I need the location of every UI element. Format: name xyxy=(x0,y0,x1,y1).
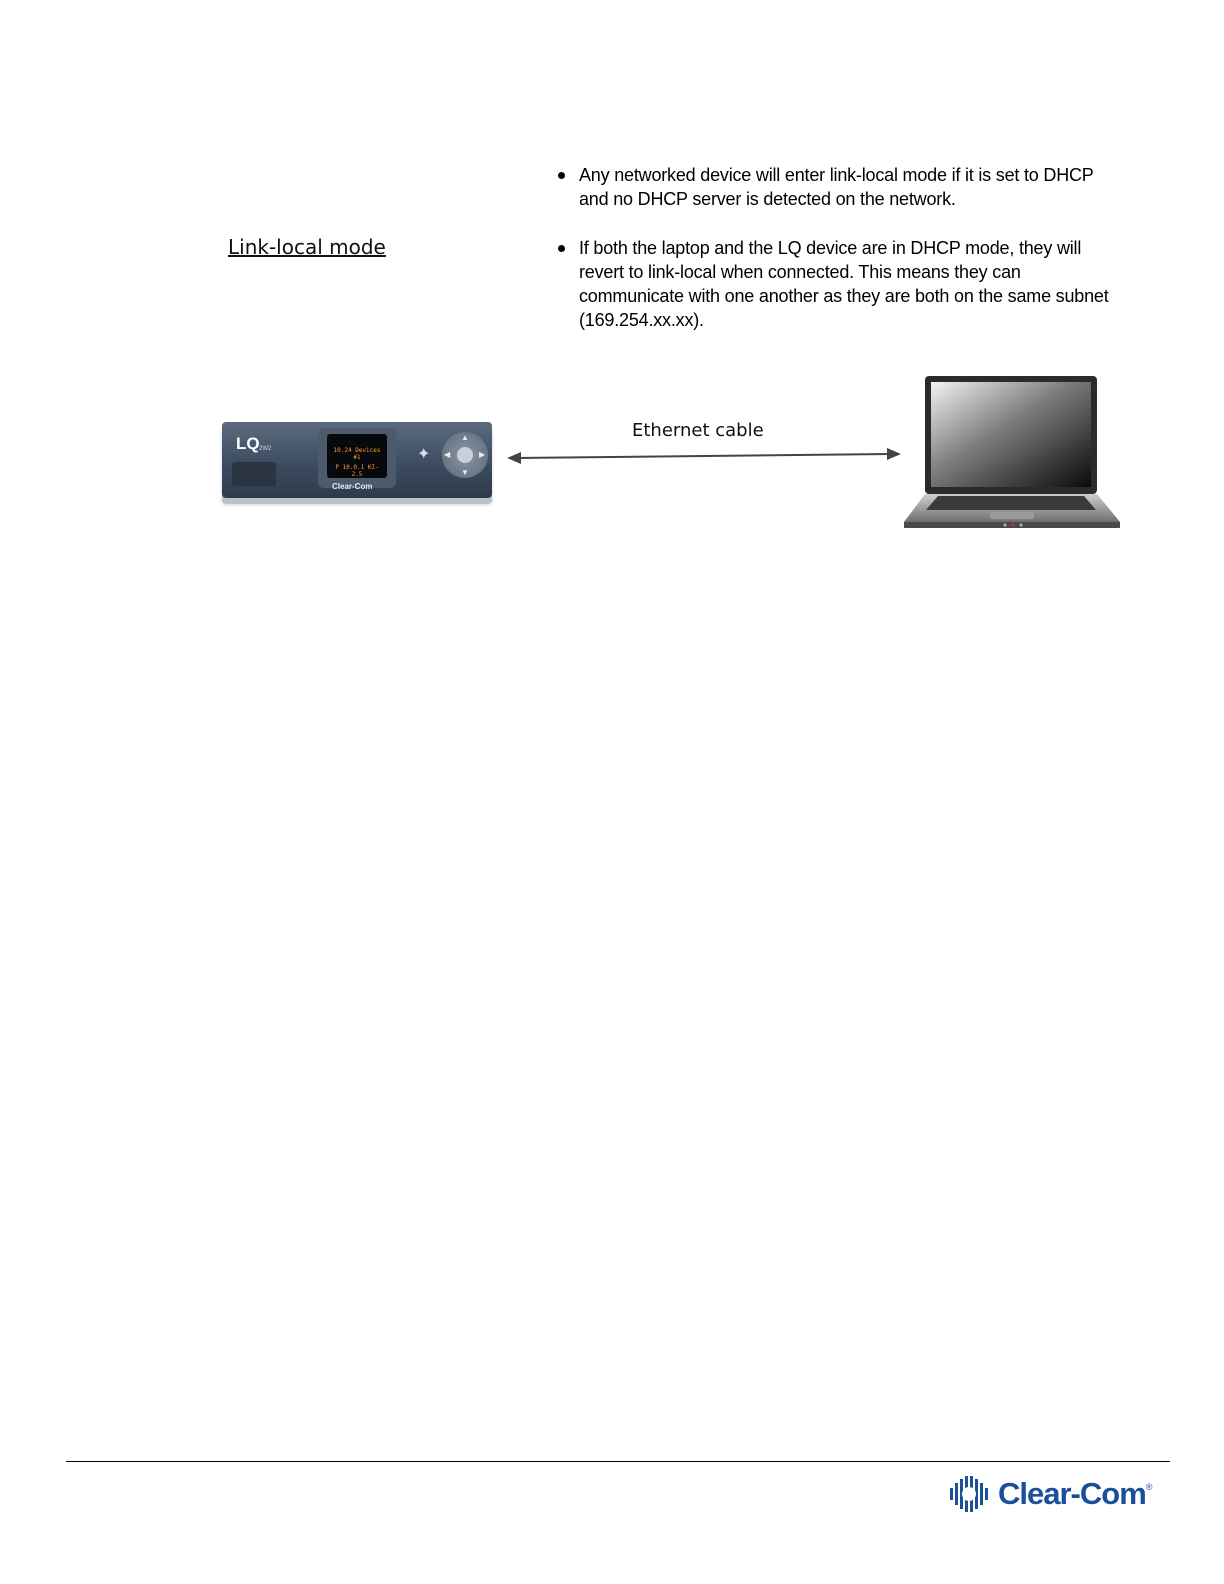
lq-device-image xyxy=(222,422,492,498)
laptop-image xyxy=(898,372,1128,537)
nav-left-icon: ◀ xyxy=(444,450,451,459)
bullet-dot-icon xyxy=(558,172,565,179)
cable-label: Ethernet cable xyxy=(632,420,764,441)
bullet-dot-icon xyxy=(558,245,565,252)
nav-center-button xyxy=(457,447,473,463)
footer-divider xyxy=(66,1461,1170,1462)
device-brand: Clear-Com xyxy=(332,482,373,491)
device-screen-line2: P 10.0.1 KI-2.5 xyxy=(335,464,379,478)
device-logo: LQ xyxy=(236,434,260,453)
footer-logo xyxy=(948,1474,1152,1514)
bullet-text: Any networked device will enter link-local mode if it is set to DHCP and no DHCP server is detected on the network. xyxy=(579,165,1094,209)
nav-down-icon: ▼ xyxy=(461,468,469,477)
registered-mark: ® xyxy=(1145,1482,1153,1492)
device-emblem-icon: ✦ xyxy=(417,446,431,463)
list-item xyxy=(555,236,1115,332)
device-speaker-grille xyxy=(232,462,276,486)
device-screen xyxy=(327,434,387,478)
device-model: 2W2 xyxy=(259,446,272,452)
list-item xyxy=(555,163,1115,211)
nav-right-icon: ▶ xyxy=(479,450,486,459)
bullet-text: If both the laptop and the LQ device are in DHCP mode, they will revert to link-local when connected. This means they can communicate with one another as they are both on the same subnet (169.254.xx.xx). xyxy=(579,238,1109,330)
bullet-list xyxy=(555,163,1115,332)
nav-up-icon: ▲ xyxy=(461,433,469,442)
footer-logo-text: Clear-Com xyxy=(998,1476,1146,1511)
device-nav-pad xyxy=(442,432,488,478)
section-heading: Link-local mode xyxy=(228,235,386,259)
clear-com-logo-icon xyxy=(948,1474,992,1514)
device-screen-line1: 10.24 Devices #1 xyxy=(333,447,381,461)
double-arrow-icon xyxy=(505,448,905,468)
